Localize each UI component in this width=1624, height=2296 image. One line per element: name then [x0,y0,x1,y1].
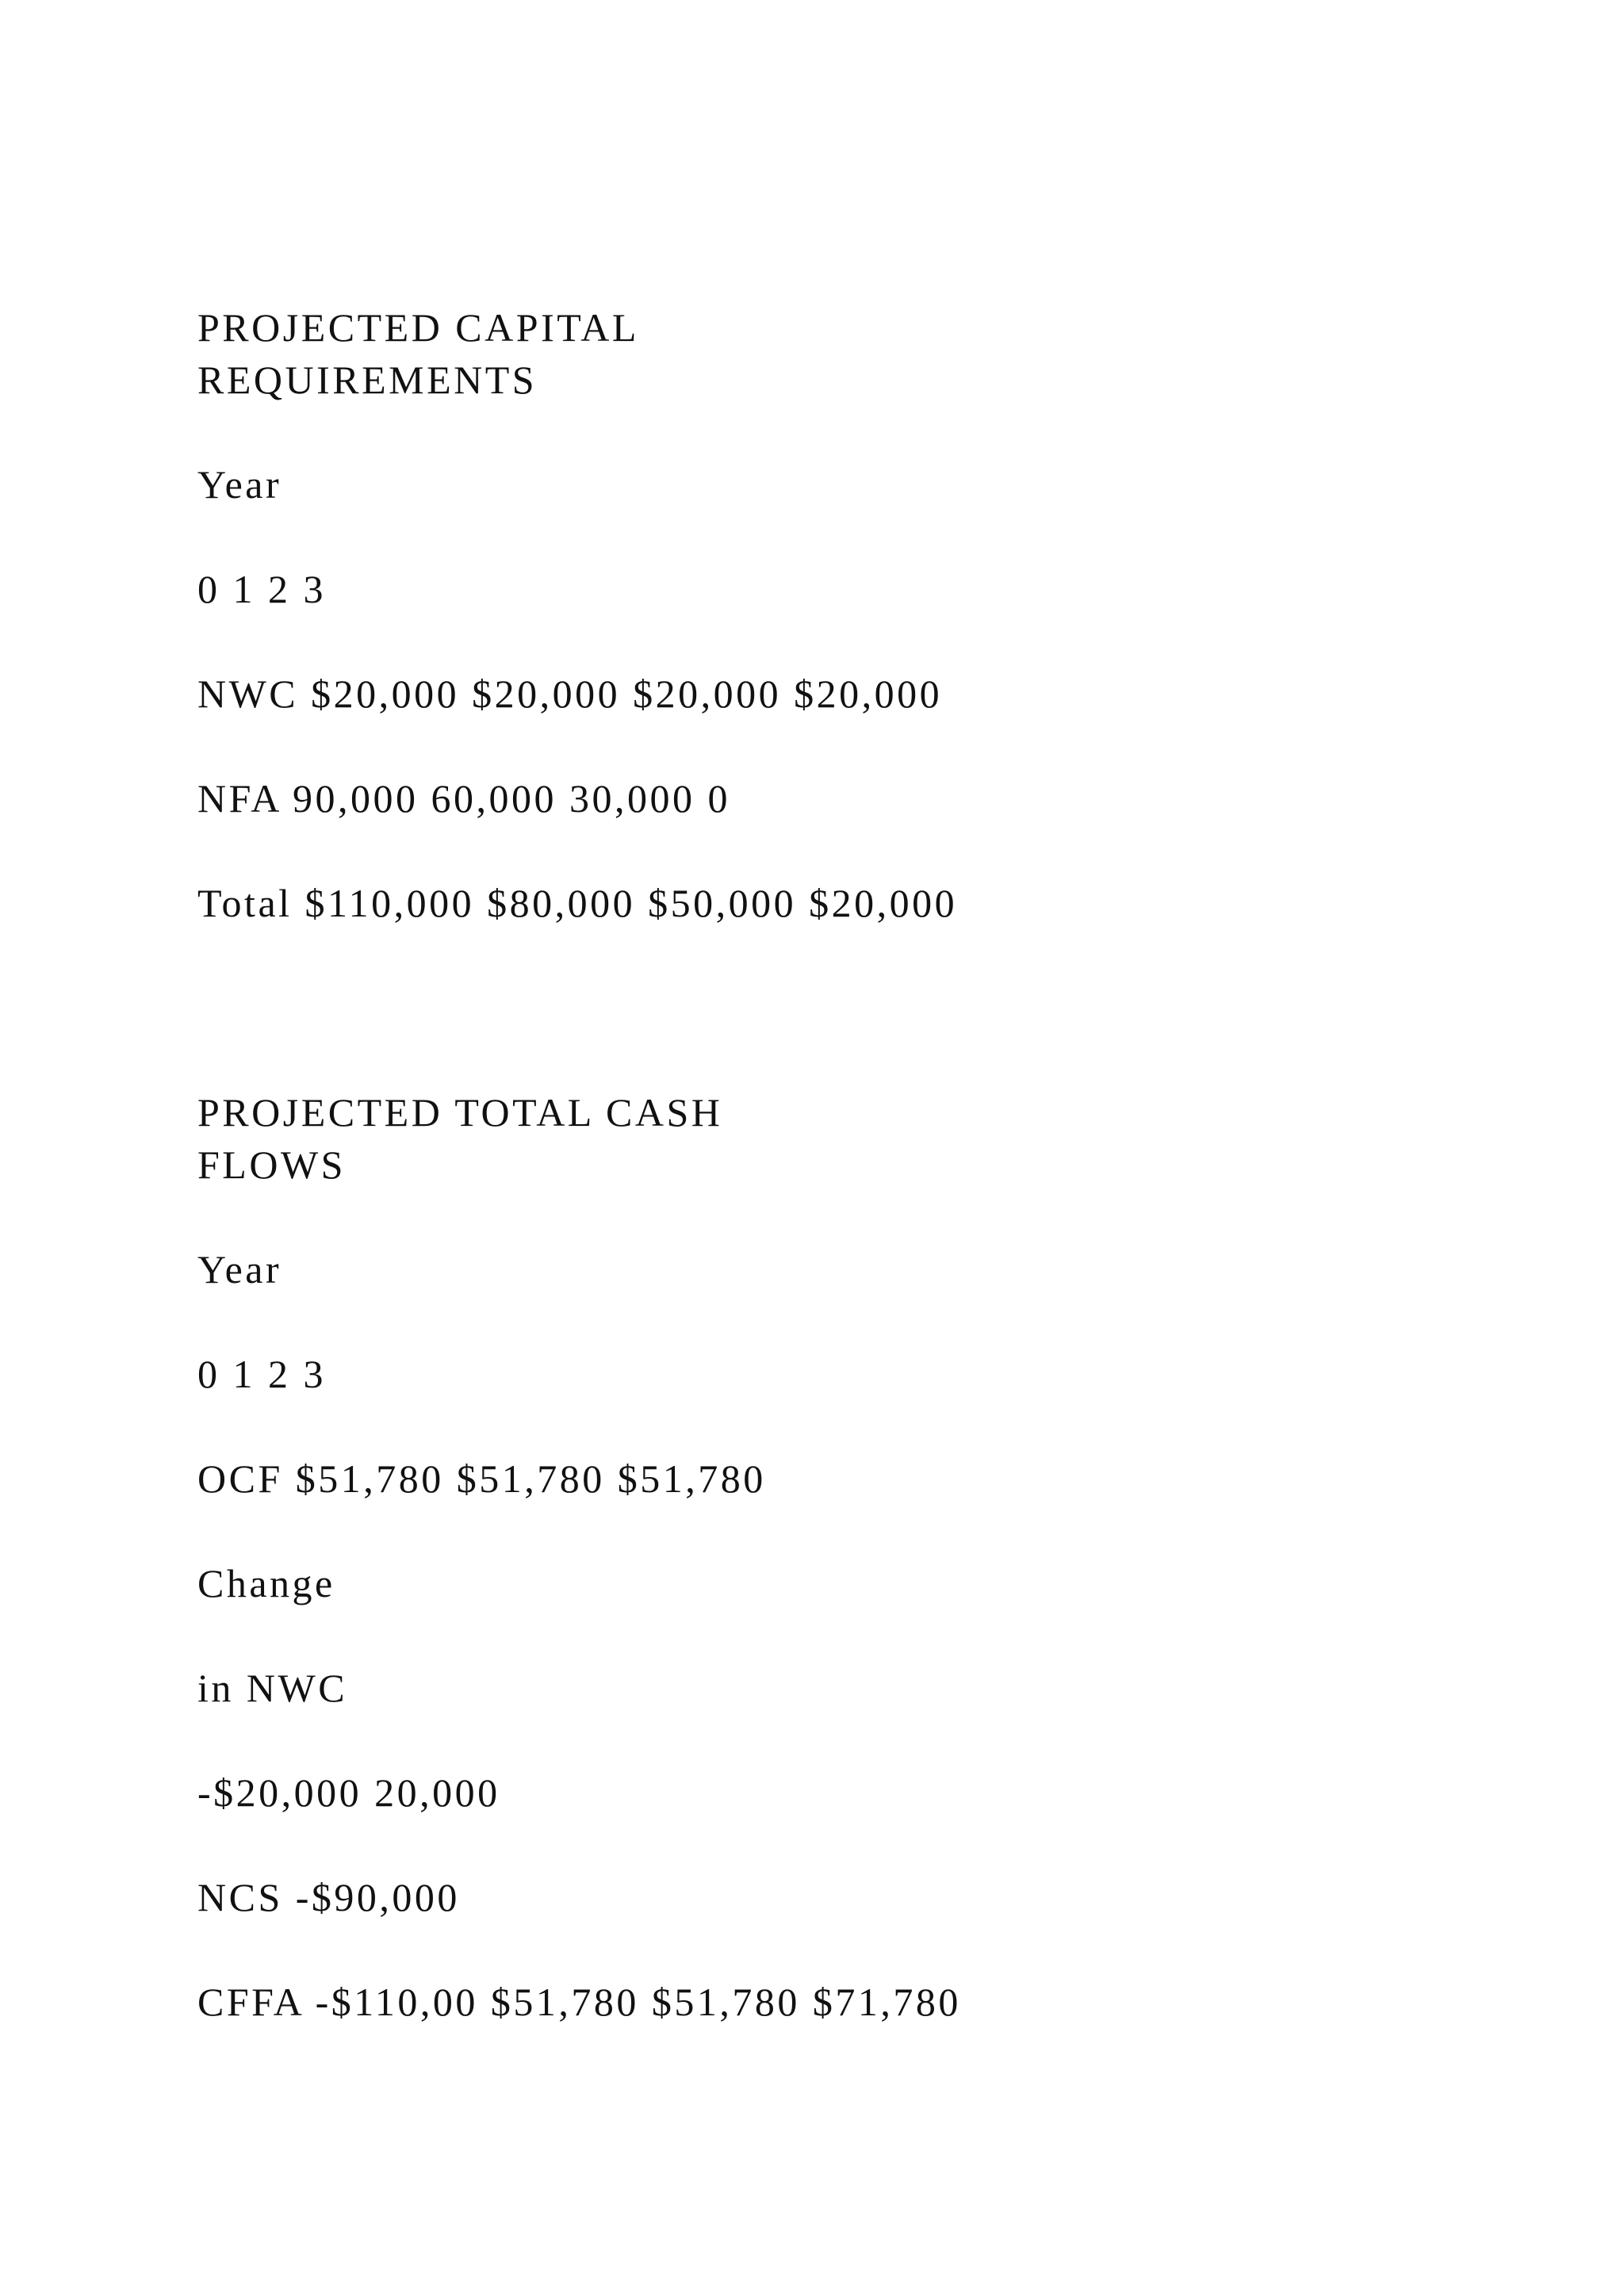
capital-row-total: Total $110,000 $80,000 $50,000 $20,000 [197,881,958,925]
capital-row-nfa: NFA 90,000 60,000 30,000 0 [197,776,731,821]
capital-title-line2: REQUIREMENTS [197,358,538,402]
cashflow-title-line1: PROJECTED TOTAL CASH [197,1090,723,1135]
capital-row-nwc: NWC $20,000 $20,000 $20,000 $20,000 [197,672,943,716]
cashflow-row-change-label1: Change [197,1561,335,1605]
cashflow-row-change-label2: in NWC [197,1666,348,1710]
cashflow-row-change-values: -$20,000 20,000 [197,1770,500,1815]
cashflow-year-columns: 0 1 2 3 [197,1352,326,1396]
cashflow-row-ncs: NCS -$90,000 [197,1875,460,1919]
cashflow-row-ocf: OCF $51,780 $51,780 $51,780 [197,1456,766,1501]
cashflow-title-line2: FLOWS [197,1142,346,1187]
capital-year-columns: 0 1 2 3 [197,567,326,611]
capital-year-label: Year [197,462,282,507]
capital-title-line1: PROJECTED CAPITAL [197,305,639,350]
cashflow-year-label: Year [197,1247,282,1292]
cashflow-row-cffa: CFFA -$110,00 $51,780 $51,780 $71,780 [197,1980,961,2024]
